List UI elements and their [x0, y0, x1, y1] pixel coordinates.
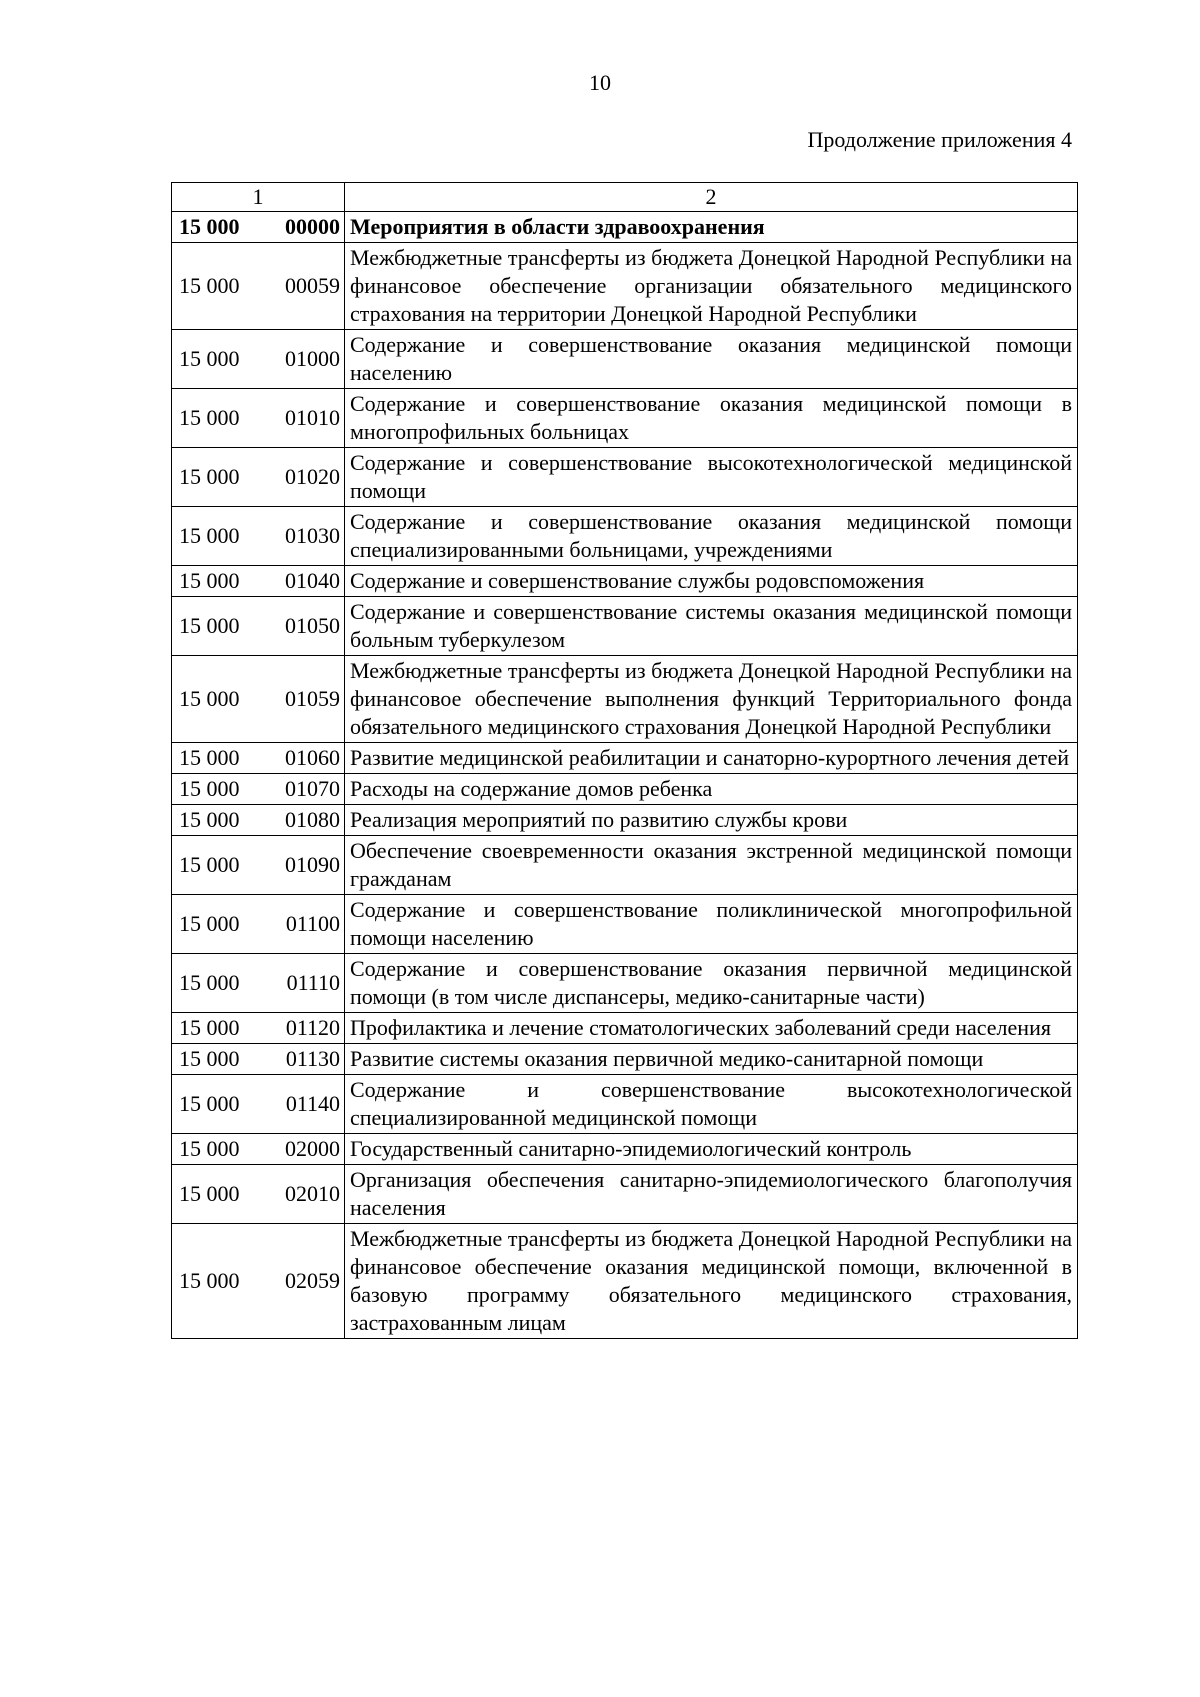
row-code: [179, 1180, 340, 1208]
row-code-cell: [172, 805, 345, 836]
row-code-prefix: 15 000: [179, 1136, 240, 1161]
row-code: [179, 1014, 340, 1042]
table-row: [172, 566, 1078, 597]
row-code-cell: [172, 1224, 345, 1339]
row-code-cell: [172, 1075, 345, 1134]
row-code-suffix: 01060: [285, 745, 340, 770]
row-code-prefix: 15 000: [179, 852, 240, 877]
row-code: [179, 522, 340, 550]
row-code-cell: [172, 895, 345, 954]
row-code: [179, 463, 340, 491]
row-code-prefix: 15 000: [179, 405, 240, 430]
row-description: Государственный санитарно-эпидемиологический контроль: [345, 1134, 1078, 1165]
row-description: Развитие медицинской реабилитации и санаторно-курортного лечения детей: [345, 743, 1078, 774]
row-code-suffix: 01030: [285, 523, 340, 548]
row-code: [179, 213, 340, 241]
row-description: Содержание и совершенствование системы оказания медицинской помощи больным туберкулезом: [345, 597, 1078, 656]
row-code: [179, 272, 340, 300]
row-code-cell: [172, 774, 345, 805]
row-code-prefix: 15 000: [179, 613, 240, 638]
table-row: [172, 243, 1078, 330]
row-code-suffix: 01140: [285, 1091, 340, 1116]
row-description: Обеспечение своевременности оказания экстренной медицинской помощи гражданам: [345, 836, 1078, 895]
row-code-prefix: 15 000: [179, 745, 240, 770]
column-header-1: 1: [172, 183, 345, 212]
table-row: [172, 1224, 1078, 1339]
table-row: [172, 448, 1078, 507]
row-code-suffix: 01050: [285, 613, 340, 638]
row-code-cell: [172, 448, 345, 507]
row-code-suffix: 01020: [285, 464, 340, 489]
row-code-cell: [172, 656, 345, 743]
continuation-label: Продолжение приложения 4: [807, 127, 1072, 152]
table-row: [172, 656, 1078, 743]
row-code-cell: [172, 243, 345, 330]
row-code: [179, 404, 340, 432]
row-description: Развитие системы оказания первичной медико-санитарной помощи: [345, 1044, 1078, 1075]
row-description: Содержание и совершенствование оказания первичной медицинской помощи (в том числе диспансеры, медико-санитарные части): [345, 954, 1078, 1013]
row-code-prefix: 15 000: [179, 1046, 240, 1071]
row-code: [179, 685, 340, 713]
table-row: [172, 774, 1078, 805]
row-description: Профилактика и лечение стоматологических заболеваний среди населения: [345, 1013, 1078, 1044]
row-code-suffix: 01130: [285, 1046, 340, 1071]
row-code-prefix: 15 000: [179, 1268, 240, 1293]
row-code-suffix: 01120: [285, 1015, 340, 1040]
row-code-suffix: 01010: [285, 405, 340, 430]
row-code-prefix: 15 000: [179, 686, 240, 711]
table-row: [172, 1165, 1078, 1224]
row-description: Содержание и совершенствование оказания медицинской помощи населению: [345, 330, 1078, 389]
row-code: [179, 567, 340, 595]
row-description: Реализация мероприятий по развитию службы крови: [345, 805, 1078, 836]
row-code: [179, 1135, 340, 1163]
row-code: [179, 612, 340, 640]
row-code: [179, 1267, 340, 1295]
row-description: Содержание и совершенствование высокотехнологической специализированной медицинской помощи: [345, 1075, 1078, 1134]
row-description: Содержание и совершенствование поликлинической многопрофильной помощи населению: [345, 895, 1078, 954]
column-header-2: 2: [345, 183, 1078, 212]
row-code-suffix: 01040: [285, 568, 340, 593]
row-code-cell: [172, 743, 345, 774]
row-code-cell: [172, 597, 345, 656]
table-row: [172, 1075, 1078, 1134]
table-body: [172, 183, 1078, 1339]
row-code-suffix: 01059: [285, 686, 340, 711]
classification-table: [171, 182, 1078, 1339]
row-code-suffix: 01100: [285, 911, 340, 936]
page-number: 10: [589, 70, 611, 95]
row-code: [179, 969, 340, 997]
row-code-cell: [172, 954, 345, 1013]
row-code-cell: [172, 836, 345, 895]
row-code-prefix: 15 000: [179, 970, 240, 995]
row-code-prefix: 15 000: [179, 911, 240, 936]
row-code: [179, 851, 340, 879]
row-code-suffix: 00000: [285, 214, 340, 239]
row-code-prefix: 15 000: [179, 1181, 240, 1206]
row-code-suffix: 00059: [285, 273, 340, 298]
row-code-prefix: 15 000: [179, 1091, 240, 1116]
row-code-suffix: 02000: [285, 1136, 340, 1161]
table-row: [172, 954, 1078, 1013]
row-code-suffix: 01090: [285, 852, 340, 877]
row-description: Расходы на содержание домов ребенка: [345, 774, 1078, 805]
row-code-cell: [172, 1013, 345, 1044]
row-description: Содержание и совершенствование высокотехнологической медицинской помощи: [345, 448, 1078, 507]
row-code-prefix: 15 000: [179, 273, 240, 298]
row-code-suffix: 02059: [285, 1268, 340, 1293]
row-code-prefix: 15 000: [179, 523, 240, 548]
row-code-prefix: 15 000: [179, 346, 240, 371]
table-row: [172, 895, 1078, 954]
row-code-suffix: 02010: [285, 1181, 340, 1206]
table-row: [172, 805, 1078, 836]
table-row: [172, 1044, 1078, 1075]
table-row: [172, 597, 1078, 656]
table-row: [172, 330, 1078, 389]
table-row: [172, 743, 1078, 774]
row-code-cell: [172, 389, 345, 448]
row-description: Межбюджетные трансферты из бюджета Донецкой Народной Республики на финансовое обеспечение выполнения функций Территориального фонда обязательного медицинского страхования Донецкой Народной Республики: [345, 656, 1078, 743]
row-description: Межбюджетные трансферты из бюджета Донецкой Народной Республики на финансовое обеспечение организации обязательного медицинского страхования на территории Донецкой Народной Республики: [345, 243, 1078, 330]
table-row: [172, 836, 1078, 895]
row-code-prefix: 15 000: [179, 807, 240, 832]
row-code-prefix: 15 000: [179, 464, 240, 489]
row-code: [179, 910, 340, 938]
row-code: [179, 345, 340, 373]
row-description: Содержание и совершенствование оказания медицинской помощи специализированными больницами, учреждениями: [345, 507, 1078, 566]
row-code-cell: [172, 566, 345, 597]
row-code: [179, 775, 340, 803]
row-code-prefix: 15 000: [179, 1015, 240, 1040]
row-code-suffix: 01080: [285, 807, 340, 832]
row-description: Организация обеспечения санитарно-эпидемиологического благополучия населения: [345, 1165, 1078, 1224]
row-code: [179, 806, 340, 834]
row-code-suffix: 01110: [286, 970, 340, 995]
row-code: [179, 1090, 340, 1118]
row-description: Содержание и совершенствование оказания медицинской помощи в многопрофильных больницах: [345, 389, 1078, 448]
table-row: [172, 389, 1078, 448]
table-header-row: [172, 183, 1078, 212]
table-row: [172, 507, 1078, 566]
row-description: Содержание и совершенствование службы родовспоможения: [345, 566, 1078, 597]
row-code-cell: [172, 507, 345, 566]
row-description: Мероприятия в области здравоохранения: [345, 212, 1078, 243]
row-code-prefix: 15 000: [179, 214, 240, 239]
table-row: [172, 212, 1078, 243]
row-code-cell: [172, 1044, 345, 1075]
table-row: [172, 1013, 1078, 1044]
row-code-cell: [172, 1165, 345, 1224]
table-row: [172, 1134, 1078, 1165]
row-code-suffix: 01000: [285, 346, 340, 371]
row-code-suffix: 01070: [285, 776, 340, 801]
row-code-prefix: 15 000: [179, 568, 240, 593]
row-code: [179, 744, 340, 772]
row-code-cell: [172, 212, 345, 243]
row-description: Межбюджетные трансферты из бюджета Донецкой Народной Республики на финансовое обеспечение оказания медицинской помощи, включенной в базовую программу обязательного медицинского страхования, застрахованным лицам: [345, 1224, 1078, 1339]
row-code-cell: [172, 1134, 345, 1165]
row-code-prefix: 15 000: [179, 776, 240, 801]
row-code-cell: [172, 330, 345, 389]
row-code: [179, 1045, 340, 1073]
